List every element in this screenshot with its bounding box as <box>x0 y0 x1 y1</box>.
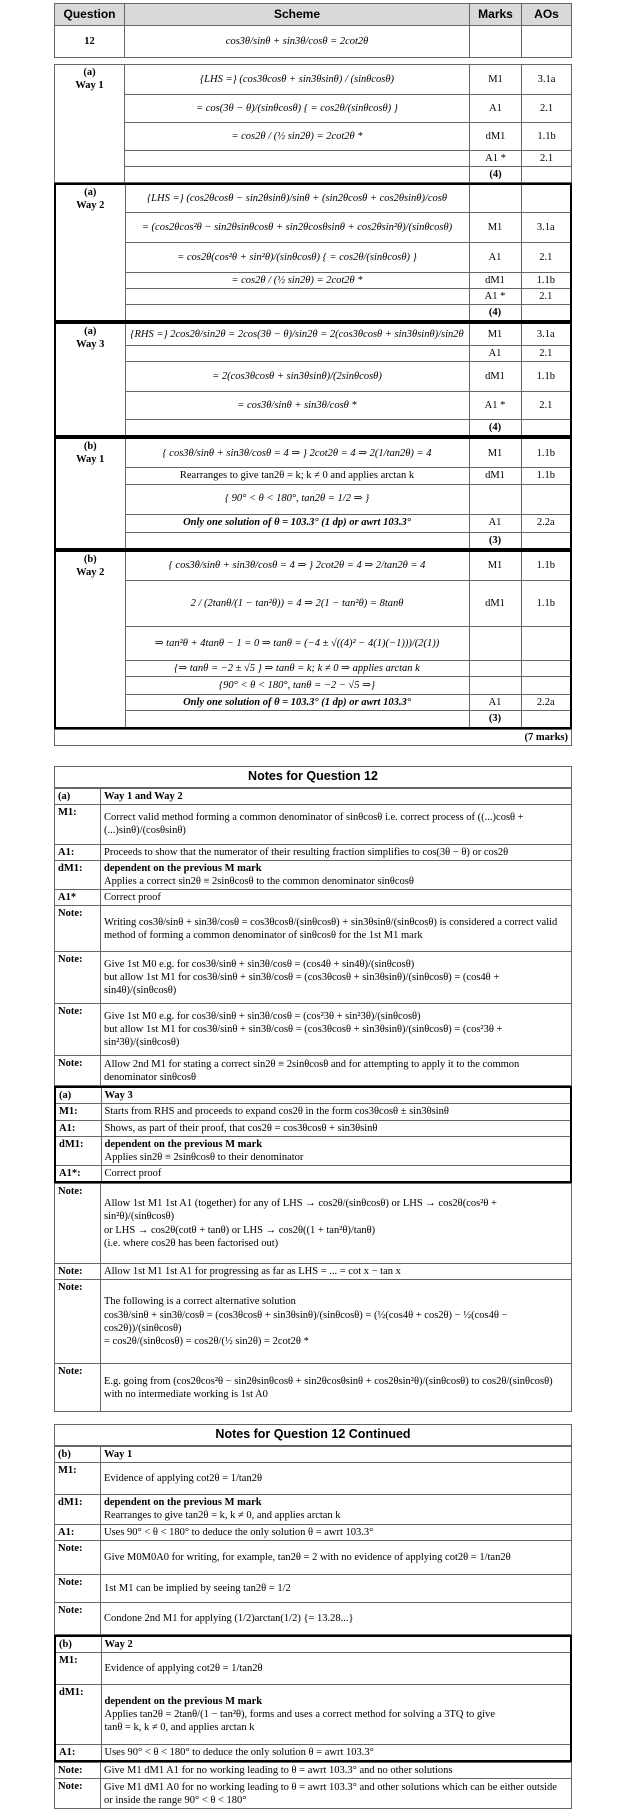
mark-cell: dM1 <box>469 468 521 484</box>
way-label: Way 2 <box>76 200 105 212</box>
total-marks: (7 marks) <box>55 729 572 745</box>
notes-title: Notes for Question 12 <box>55 767 572 788</box>
ao-cell: 3.1a <box>521 212 571 242</box>
mark-cell: dM1 <box>469 272 521 288</box>
mark-cell <box>469 627 521 661</box>
scheme-row <box>55 361 571 391</box>
note-label: A1: <box>55 844 101 860</box>
ao-cell: 2.1 <box>521 288 571 304</box>
scheme-step <box>125 167 470 183</box>
ao-cell: 2.2a <box>521 695 571 711</box>
note-label: Note: <box>55 952 101 1004</box>
scheme-step: = cos2θ(cos²θ + sin²θ)/(sinθcosθ) { = cos2θ/(sinθcosθ) } <box>125 242 469 272</box>
scheme-row <box>55 391 571 419</box>
question-number: 12 <box>55 26 125 58</box>
note-text <box>101 1524 572 1540</box>
ao-cell: 1.1b <box>521 551 571 581</box>
note-text <box>101 1104 571 1120</box>
scheme-step: = cos3θ/sinθ + sin3θ/cosθ * <box>125 391 469 419</box>
scheme-step: = (cos2θcos²θ − sin2θsinθcosθ + sin2θcosθsinθ + cos2θsin²θ)/(sinθcosθ) <box>125 212 469 242</box>
notes-table <box>54 1086 572 1183</box>
note-main: Proceeds to show that the numerator of their resulting fraction simplifies to cos(3θ − θ) or cos2θ <box>104 846 509 858</box>
scheme-step: {LHS =} (cos2θcosθ − sin2θsinθ)/sinθ + (sin2θcosθ + cos2θsinθ)/cosθ <box>125 184 469 212</box>
note-text <box>101 844 572 860</box>
ao-cell: 2.1 <box>521 345 571 361</box>
scheme-row <box>55 695 571 711</box>
note-main: Shows, as part of their proof, that cos2θ = cos3θcosθ + sin3θsinθ <box>104 1122 378 1134</box>
note-main: Correct valid method forming a common denominator of sinθcosθ i.e. correct process of ((...)cosθ + (...)sinθ)/(cosθsinθ) <box>104 812 524 837</box>
note-main: Allow 1st M1 1st A1 for progressing as far as LHS = ... = cot x − tan x <box>104 1266 401 1277</box>
note-main: Way 3 <box>104 1090 133 1102</box>
scheme-row <box>55 184 571 212</box>
section-label <box>55 438 125 549</box>
ao-cell <box>522 167 572 183</box>
ao-cell: 1.1b <box>521 438 571 468</box>
note-row <box>55 1745 571 1762</box>
scheme-row <box>55 438 571 468</box>
note-label: A1: <box>55 1524 101 1540</box>
mark-cell <box>469 677 521 695</box>
note-sub: tanθ = k, k ≠ 0, and applies arctan k <box>104 1722 255 1734</box>
ao-cell: 1.1b <box>521 581 571 627</box>
ao-cell <box>521 627 571 661</box>
note-main: Way 1 <box>104 1448 133 1460</box>
note-text <box>101 1763 572 1779</box>
scheme-row <box>55 167 572 183</box>
note-row <box>55 906 572 952</box>
note-row <box>55 1136 571 1165</box>
ao-cell <box>521 305 571 322</box>
note-label: dM1: <box>55 1494 101 1524</box>
note-text <box>101 1165 571 1182</box>
scheme-section <box>54 550 572 729</box>
ao-cell <box>521 677 571 695</box>
way-label: Way 3 <box>76 339 105 351</box>
scheme-row <box>55 212 571 242</box>
note-row <box>55 1574 572 1602</box>
mark-cell: M1 <box>469 212 521 242</box>
part-label: (b) <box>83 440 97 452</box>
scheme-step: = cos2θ / (½ sin2θ) = 2cot2θ * <box>125 272 469 288</box>
scheme-step: {LHS =} (cos3θcosθ + sin3θsinθ) / (sinθcosθ) <box>125 65 470 95</box>
note-label: A1: <box>55 1745 101 1762</box>
note-text <box>101 1779 572 1809</box>
note-label: M1: <box>55 1462 101 1494</box>
note-main: Writing cos3θ/sinθ + sin3θ/cosθ = cos3θcosθ/(sinθcosθ) + sin3θsinθ/(sinθcosθ) is considered a correct valid method of forming a common denominator of sinθcosθ for the 1st M1 mark <box>104 916 558 941</box>
section-label <box>55 551 125 728</box>
note-row <box>55 860 572 889</box>
note-text <box>101 1184 572 1264</box>
mark-cell: dM1 <box>469 361 521 391</box>
ao-cell: 2.1 <box>521 242 571 272</box>
note-label: M1: <box>55 1104 101 1120</box>
note-text <box>101 1602 572 1634</box>
ao-cell: 1.1b <box>521 468 571 484</box>
scheme-row <box>55 272 571 288</box>
note-row <box>55 1602 572 1634</box>
scheme-row <box>55 151 572 167</box>
note-label: A1*: <box>55 1165 101 1182</box>
scheme-step <box>125 288 469 304</box>
scheme-row <box>55 581 571 627</box>
scheme-row <box>55 514 571 532</box>
scheme-step <box>125 345 469 361</box>
note-text <box>101 788 572 804</box>
note-main: Correct proof <box>104 892 161 904</box>
mark-cell: (4) <box>469 419 521 436</box>
note-label: Note: <box>55 1574 101 1602</box>
note-main: Give 1st M0 e.g. for cos3θ/sinθ + sin3θ/cosθ = (cos4θ + sin4θ)/(sinθcosθ) <box>104 959 415 971</box>
note-text <box>101 1653 571 1685</box>
note-main: E.g. going from (cos2θcos²θ − sin2θsinθcosθ + sin2θcosθsinθ + cos2θsin²θ)/(sinθcosθ) to cos2θ/(sinθcosθ) <box>104 1375 553 1387</box>
note-label: A1: <box>55 1120 101 1136</box>
note-row <box>55 1087 571 1104</box>
notes-table <box>54 788 572 1087</box>
note-text <box>101 890 572 906</box>
note-sub: Applies a correct sin2θ ≡ 2sinθcosθ to the common denominator sinθcosθ <box>104 876 414 887</box>
note-text <box>101 1636 571 1653</box>
note-text <box>101 1264 572 1280</box>
scheme-step: { cos3θ/sinθ + sin3θ/cosθ = 4 ⇒ } 2cot2θ = 4 ⇒ 2/tan2θ = 4 <box>125 551 469 581</box>
mark-cell: A1 * <box>469 288 521 304</box>
scheme-step: = cos(3θ − θ)/(sinθcosθ) { = cos2θ/(sinθcosθ) } <box>125 95 470 123</box>
header-row <box>55 4 572 26</box>
mark-cell <box>469 661 521 677</box>
scheme-step <box>125 532 469 549</box>
scheme-row <box>55 123 572 151</box>
note-row <box>55 1540 572 1574</box>
note-main: Give 1st M0 e.g. for cos3θ/sinθ + sin3θ/cosθ = (cos²3θ + sin²3θ)/(sinθcosθ) <box>104 1011 421 1023</box>
note-text <box>101 1540 572 1574</box>
note-main: Uses 90° < θ < 180° to deduce the only solution θ = awrt 103.3° <box>104 1747 374 1758</box>
mark-cell: (3) <box>469 532 521 549</box>
ao-cell: 2.1 <box>522 95 572 123</box>
note-label: Note: <box>55 1184 101 1264</box>
note-main: Allow 1st M1 1st A1 (together) for any of LHS → cos2θ/(sinθcosθ) or LHS → cos2θ(cos²θ + sin²θ)/(sinθcosθ) <box>104 1198 497 1223</box>
note-label: Note: <box>55 1540 101 1574</box>
mark-cell: M1 <box>469 323 521 345</box>
note-row <box>55 1165 571 1182</box>
ao-cell <box>521 661 571 677</box>
note-text <box>101 860 572 889</box>
note-main: Way 2 <box>104 1638 133 1650</box>
note-row <box>55 1653 571 1685</box>
part-label: (a) <box>84 187 97 199</box>
scheme-row <box>55 419 571 436</box>
scheme-step: Rearranges to give tan2θ = k; k ≠ 0 and applies arctan k <box>125 468 469 484</box>
note-sub: = cos2θ/(sinθcosθ) = cos2θ/(½ sin2θ) = 2cot2θ * <box>104 1335 309 1347</box>
part-label: (a) <box>84 326 97 338</box>
scheme-step: = 2(cos3θcosθ + sin3θsinθ)/(2sinθcosθ) <box>125 361 469 391</box>
mark-cell: A1 <box>469 345 521 361</box>
note-sub: Rearranges to give tan2θ = k, k ≠ 0, and applies arctan k <box>104 1510 341 1522</box>
note-label: M1: <box>55 804 101 844</box>
note-label: Note: <box>55 1056 101 1086</box>
note-label: (b) <box>55 1636 101 1653</box>
note-text <box>101 804 572 844</box>
scheme-step: {⇒ tanθ = −2 ± √5 } ⇒ tanθ = k; k ≠ 0 ⇒ applies arctan k <box>125 661 469 677</box>
notes-table <box>54 1635 572 1762</box>
note-text <box>101 1685 571 1745</box>
mark-cell: (4) <box>469 305 521 322</box>
mark-cell: A1 <box>469 695 521 711</box>
part-label: (a) <box>83 67 96 78</box>
note-row <box>55 890 572 906</box>
note-main: Condone 2nd M1 for applying (1/2)arctan(1/2) {= 13.28...} <box>104 1612 354 1624</box>
ao-cell <box>521 711 571 728</box>
mark-cell: (4) <box>470 167 522 183</box>
note-main: Evidence of applying cot2θ = 1/tan2θ <box>104 1472 262 1484</box>
notes-table <box>54 1762 572 1809</box>
note-label: M1: <box>55 1653 101 1685</box>
question-statement: cos3θ/sinθ + sin3θ/cosθ = 2cot2θ <box>125 26 470 58</box>
notes-table <box>54 1446 572 1635</box>
mark-cell: M1 <box>470 65 522 95</box>
scheme-step <box>125 419 469 436</box>
scheme-step: ⇒ tan²θ + 4tanθ − 1 = 0 ⇒ tanθ = (−4 ± √((4)² − 4(1)(−1)))/(2(1)) <box>125 627 469 661</box>
scheme-row <box>55 627 571 661</box>
note-main: 1st M1 can be implied by seeing tan2θ = 1/2 <box>104 1582 291 1594</box>
notes-question-12 <box>54 766 572 1412</box>
note-main: Correct proof <box>104 1167 162 1179</box>
note-row <box>55 1462 572 1494</box>
note-label: (b) <box>55 1446 101 1462</box>
note-sub: cos3θ/sinθ + sin3θ/cosθ = (cos3θcosθ + sin3θsinθ)/(sinθcosθ) = (½(cos4θ + cos2θ) − ½(cos4θ − cos2θ))/(sinθcosθ) <box>104 1309 508 1334</box>
note-row <box>55 1685 571 1745</box>
ao-cell: 2.1 <box>521 391 571 419</box>
scheme-row <box>55 242 571 272</box>
col-scheme: Scheme <box>125 4 470 26</box>
scheme-row <box>55 532 571 549</box>
scheme-step: {RHS =} 2cos2θ/sin2θ = 2cos(3θ − θ)/sin2θ = 2(cos3θcosθ + sin3θsinθ)/sin2θ <box>125 323 469 345</box>
scheme-row <box>55 468 571 484</box>
mark-cell: dM1 <box>470 123 522 151</box>
note-label: Note: <box>55 1280 101 1364</box>
note-label: Note: <box>55 1364 101 1412</box>
part-label: (b) <box>83 553 97 565</box>
note-main: Evidence of applying cot2θ = 1/tan2θ <box>104 1662 263 1674</box>
note-row <box>55 1763 572 1779</box>
scheme-section <box>54 322 572 437</box>
scheme-row <box>55 65 572 95</box>
note-row <box>55 1280 572 1364</box>
note-text <box>101 1087 571 1104</box>
note-main: Allow 2nd M1 for stating a correct sin2θ ≡ 2sinθcosθ and for attempting to apply it to the common denominator sinθcosθ <box>104 1058 520 1083</box>
scheme-step: { 90° < θ < 180°, tan2θ = 1/2 ⇒ } <box>125 484 469 514</box>
ao-cell: 3.1a <box>522 65 572 95</box>
note-text <box>101 1462 572 1494</box>
note-sub: (i.e. where cos2θ has been factorised out) <box>104 1237 279 1249</box>
note-text <box>101 1446 572 1462</box>
note-main: Give M1 dM1 A0 for no working leading to θ = awrt 103.3° and other solutions which can be either outside or inside the range 90° < θ < 180° <box>104 1781 557 1806</box>
scheme-step: 2 / (2tanθ/(1 − tan²θ)) = 4 ⇒ 2(1 − tan²θ) = 8tanθ <box>125 581 469 627</box>
scheme-step: Only one solution of θ = 103.3° (1 dp) or awrt 103.3° <box>125 695 469 711</box>
note-text <box>101 1120 571 1136</box>
note-label: Note: <box>55 1004 101 1056</box>
note-row <box>55 1494 572 1524</box>
note-main: Give M0M0A0 for writing, for example, tan2θ = 2 with no evidence of applying cot2θ = 1/tan2θ <box>104 1551 511 1563</box>
mark-cell: A1 <box>469 514 521 532</box>
note-sub: but allow 1st M1 for cos3θ/sinθ + sin3θ/cosθ = (cos3θcosθ + sin3θsinθ)/(sinθcosθ) = (cos²3θ + sin²3θ)/(sinθcosθ) <box>104 1024 503 1049</box>
scheme-section <box>54 437 572 550</box>
mark-cell <box>469 484 521 514</box>
note-main: Way 1 and Way 2 <box>104 790 183 802</box>
note-main: dependent on the previous M mark <box>104 1497 262 1509</box>
notes-title: Notes for Question 12 Continued <box>55 1425 572 1446</box>
note-sub: Applies sin2θ ≡ 2sinθcosθ to their denominator <box>104 1151 304 1163</box>
scheme-step <box>125 151 470 167</box>
note-label: dM1: <box>55 860 101 889</box>
ao-cell <box>521 532 571 549</box>
scheme-step: = cos2θ / (½ sin2θ) = 2cot2θ * <box>125 123 470 151</box>
note-main: dependent on the previous M mark <box>104 1138 263 1150</box>
ao-cell: 3.1a <box>521 323 571 345</box>
note-sub: Applies tan2θ = 2tanθ/(1 − tan²θ), forms and uses a correct method for solving a 3TQ to give <box>104 1708 495 1720</box>
mark-cell: M1 <box>469 551 521 581</box>
scheme-row <box>55 661 571 677</box>
note-label: dM1: <box>55 1136 101 1165</box>
note-label: Note: <box>55 1264 101 1280</box>
note-row <box>55 1446 572 1462</box>
scheme-step <box>125 711 469 728</box>
note-text <box>101 1004 572 1056</box>
note-label: (a) <box>55 1087 101 1104</box>
way-label: Way 2 <box>76 566 105 578</box>
note-row <box>55 1004 572 1056</box>
col-question: Question <box>55 4 125 26</box>
scheme-row <box>55 711 571 728</box>
mark-cell: A1 <box>470 95 522 123</box>
scheme-row <box>55 95 572 123</box>
note-row <box>55 788 572 804</box>
mark-scheme-table <box>54 3 572 58</box>
note-text <box>101 1056 572 1086</box>
note-main: The following is a correct alternative solution <box>104 1296 296 1308</box>
scheme-row <box>55 484 571 514</box>
note-text <box>101 1494 572 1524</box>
scheme-step <box>125 305 469 322</box>
ao-cell <box>521 484 571 514</box>
note-main: dependent on the previous M mark <box>104 1695 263 1707</box>
note-label: Note: <box>55 906 101 952</box>
ao-cell: 1.1b <box>521 361 571 391</box>
note-main: dependent on the previous M mark <box>104 862 262 874</box>
note-main: Starts from RHS and proceeds to expand cos2θ in the form cos3θcosθ ± sin3θsinθ <box>104 1106 449 1118</box>
scheme-sections <box>54 64 572 746</box>
scheme-section <box>54 64 572 183</box>
scheme-row <box>55 677 571 695</box>
note-main: Give M1 dM1 A1 for no working leading to θ = awrt 103.3° and no other solutions <box>104 1765 453 1777</box>
way-label: Way 1 <box>76 454 105 465</box>
note-text <box>101 1280 572 1364</box>
ao-cell <box>521 184 571 212</box>
note-label: (a) <box>55 788 101 804</box>
col-aos: AOs <box>522 4 572 26</box>
section-label <box>55 65 125 183</box>
note-row <box>55 844 572 860</box>
note-row <box>55 952 572 1004</box>
note-row <box>55 804 572 844</box>
section-label <box>55 184 125 321</box>
note-label: Note: <box>55 1602 101 1634</box>
col-marks: Marks <box>470 4 522 26</box>
scheme-row <box>55 305 571 322</box>
ao-cell <box>521 419 571 436</box>
mark-cell: dM1 <box>469 581 521 627</box>
scheme-row <box>55 551 571 581</box>
note-label: A1* <box>55 890 101 906</box>
note-row <box>55 1056 572 1086</box>
note-sub: or LHS → cos2θ(cotθ + tanθ) or LHS → cos2θ((1 + tan²θ)/tanθ) <box>104 1224 376 1236</box>
note-sub: with no intermediate working is 1st A0 <box>104 1388 268 1400</box>
ao-cell: 2.1 <box>522 151 572 167</box>
mark-cell: M1 <box>469 438 521 468</box>
note-text <box>101 906 572 952</box>
scheme-step: Only one solution of θ = 103.3° (1 dp) or awrt 103.3° <box>125 514 469 532</box>
scheme-row <box>55 345 571 361</box>
note-row <box>55 1524 572 1540</box>
note-label: Note: <box>55 1779 101 1809</box>
note-label: Note: <box>55 1763 101 1779</box>
note-row <box>55 1779 572 1809</box>
note-text <box>101 1136 571 1165</box>
note-row <box>55 1104 571 1120</box>
note-main: Uses 90° < θ < 180° to deduce the only solution θ = awrt 103.3° <box>104 1526 374 1538</box>
ao-cell: 1.1b <box>522 123 572 151</box>
mark-cell: A1 <box>469 242 521 272</box>
mark-cell <box>469 184 521 212</box>
note-text <box>101 1745 571 1762</box>
scheme-row <box>55 288 571 304</box>
note-text <box>101 1574 572 1602</box>
note-row <box>55 1364 572 1412</box>
note-row <box>55 1120 571 1136</box>
mark-cell: A1 * <box>470 151 522 167</box>
ao-cell: 2.2a <box>521 514 571 532</box>
note-row <box>55 1184 572 1264</box>
notes-question-12-continued <box>54 1424 572 1809</box>
scheme-row <box>55 323 571 345</box>
notes-table <box>54 1183 572 1412</box>
scheme-step: {90° < θ < 180°, tanθ = −2 − √5 ⇒} <box>125 677 469 695</box>
note-row <box>55 1636 571 1653</box>
note-text <box>101 1364 572 1412</box>
mark-cell: A1 * <box>469 391 521 419</box>
scheme-section <box>54 183 572 322</box>
ao-cell: 1.1b <box>521 272 571 288</box>
mark-cell: (3) <box>469 711 521 728</box>
section-label <box>55 323 125 436</box>
note-text <box>101 952 572 1004</box>
note-sub: but allow 1st M1 for cos3θ/sinθ + sin3θ/cosθ = (cos3θcosθ + sin3θsinθ)/(sinθcosθ) = (cos4θ + sin4θ)/(sinθcosθ) <box>104 972 500 997</box>
way-label: Way 1 <box>75 80 104 92</box>
scheme-step: { cos3θ/sinθ + sin3θ/cosθ = 4 ⇒ } 2cot2θ = 4 ⇒ 2(1/tan2θ) = 4 <box>125 438 469 468</box>
note-label: dM1: <box>55 1685 101 1745</box>
note-row <box>55 1264 572 1280</box>
